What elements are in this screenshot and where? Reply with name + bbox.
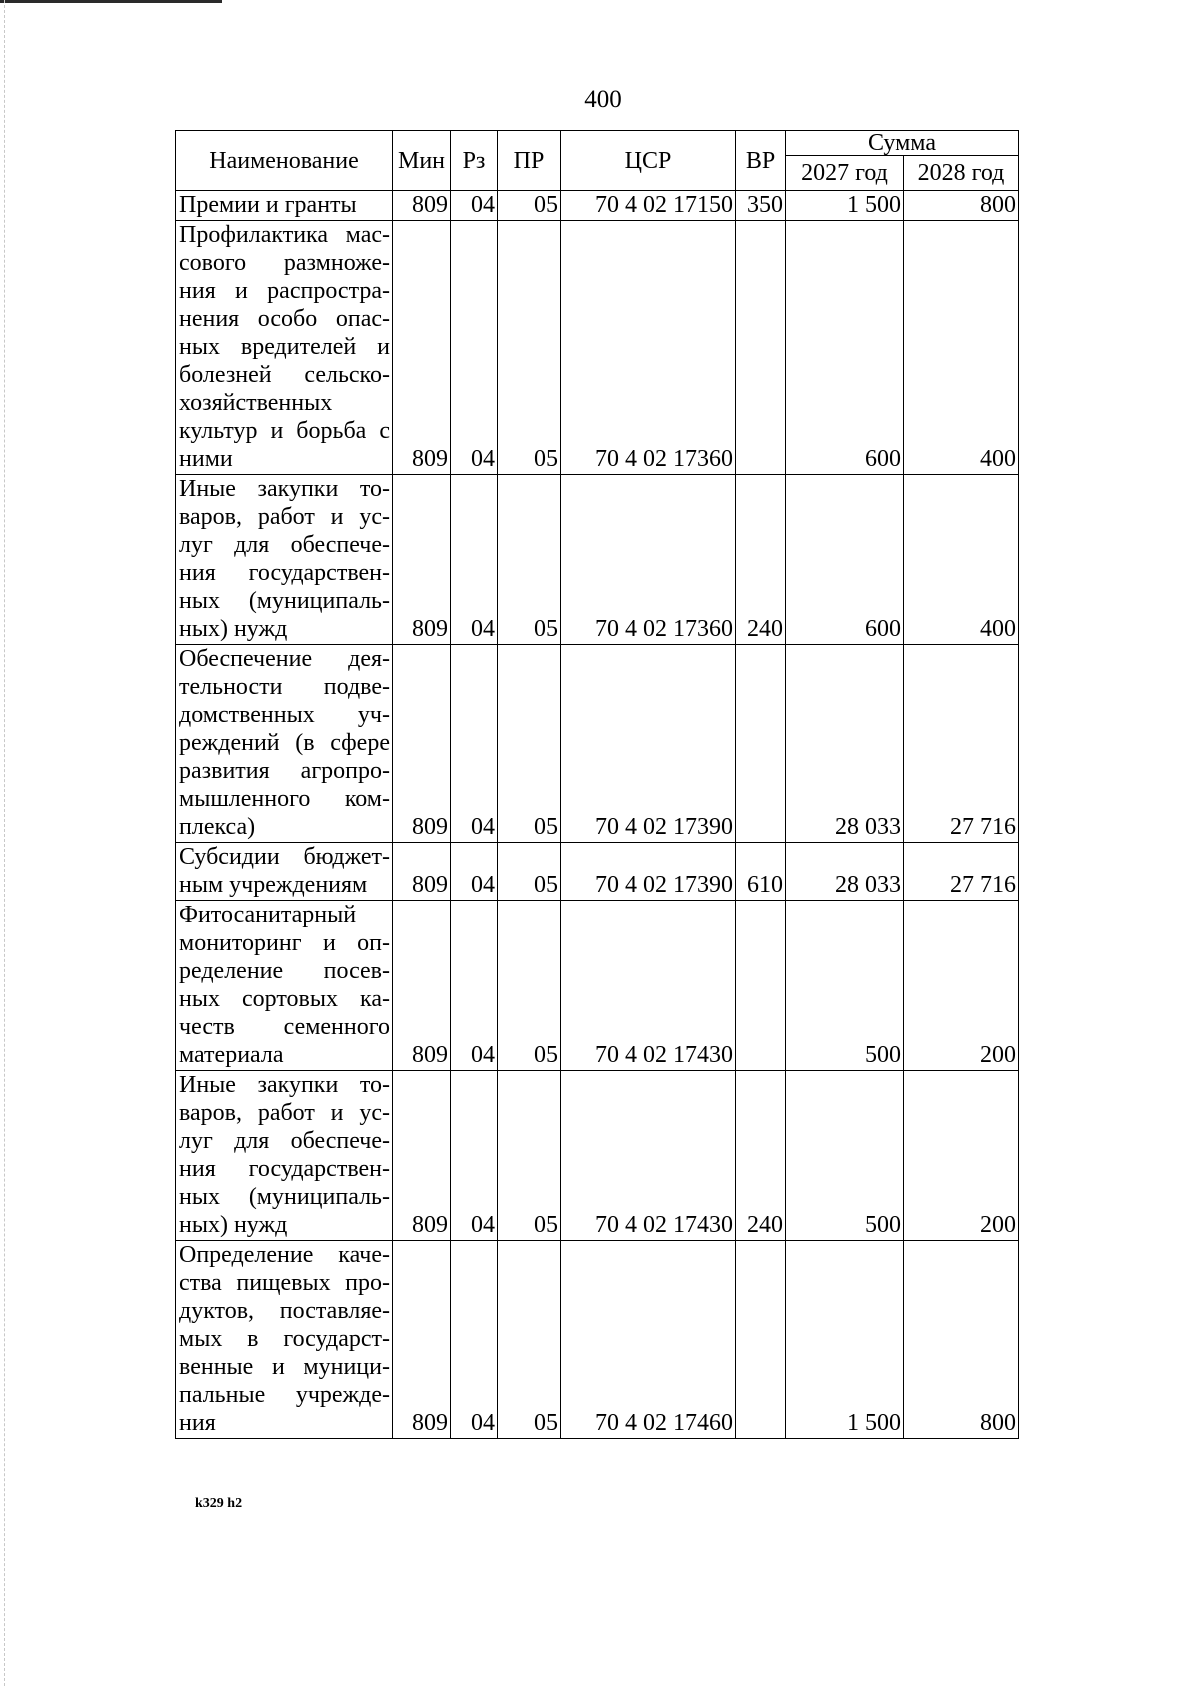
csr-cell: 70 4 02 17460: [561, 1241, 736, 1439]
name-line: реждений (в сфере: [179, 730, 390, 756]
name-cell: [176, 191, 393, 221]
rz-cell: 04: [451, 645, 498, 843]
vr-cell: 240: [736, 1071, 786, 1241]
header-pr: ПР: [498, 131, 561, 191]
name-line: варов, работ и ус-: [179, 1100, 390, 1126]
name-line: Обеспечение дея-: [179, 646, 390, 672]
csr-cell: 70 4 02 17360: [561, 475, 736, 645]
table-body: [176, 191, 1019, 1439]
name-line: Профилактика мас-: [179, 222, 390, 248]
name-line: сового размноже-: [179, 250, 390, 276]
name-cell: [176, 1241, 393, 1439]
pr-cell: 05: [498, 1241, 561, 1439]
min-cell: 809: [393, 1241, 451, 1439]
name-cell: [176, 901, 393, 1071]
vr-cell: 350: [736, 191, 786, 221]
name-line: хозяйственных: [179, 390, 333, 416]
name-line: плекса): [179, 814, 256, 840]
name-line: болезней сельско-: [179, 362, 390, 388]
name-line: мых в государст-: [179, 1326, 390, 1352]
y2028-cell: 400: [904, 475, 1019, 645]
min-cell: 809: [393, 221, 451, 475]
name-line: домственных уч-: [179, 702, 390, 728]
name-line: ных (муниципаль-: [179, 1184, 390, 1210]
header-year-2027: 2027 год: [786, 156, 904, 191]
name-line: ределение посев-: [179, 958, 390, 984]
rz-cell: 04: [451, 1241, 498, 1439]
header-csr: ЦСР: [561, 131, 736, 191]
name-line: Премии и гранты: [179, 192, 357, 218]
name-line: тельности подве-: [179, 674, 390, 700]
name-line: дуктов, поставляе-: [179, 1298, 390, 1324]
name-line: ных сортовых ка-: [179, 986, 390, 1012]
table-row: [176, 475, 1019, 645]
vr-cell: 240: [736, 475, 786, 645]
table-header: [176, 131, 1019, 191]
table-row: [176, 645, 1019, 843]
name-line: венные и муници-: [179, 1354, 390, 1380]
y2027-cell: 1 500: [786, 1241, 904, 1439]
rz-cell: 04: [451, 1071, 498, 1241]
name-line: материала: [179, 1042, 284, 1068]
y2028-cell: 200: [904, 901, 1019, 1071]
name-line: ных) нужд: [179, 1212, 288, 1238]
header-min: Мин: [393, 131, 451, 191]
csr-cell: 70 4 02 17390: [561, 645, 736, 843]
table-row: [176, 1071, 1019, 1241]
name-line: луг для обеспече-: [179, 1128, 390, 1154]
rz-cell: 04: [451, 843, 498, 901]
name-line: Иные закупки то-: [179, 1072, 390, 1098]
min-cell: 809: [393, 901, 451, 1071]
name-line: ных (муниципаль-: [179, 588, 390, 614]
name-line: ства пищевых про-: [179, 1270, 390, 1296]
min-cell: 809: [393, 475, 451, 645]
name-line: Иные закупки то-: [179, 476, 390, 502]
rz-cell: 04: [451, 475, 498, 645]
y2028-cell: 800: [904, 191, 1019, 221]
pr-cell: 05: [498, 221, 561, 475]
name-line: мышленного ком-: [179, 786, 390, 812]
header-sum: Сумма: [786, 131, 1019, 156]
name-line: мониторинг и оп-: [179, 930, 390, 956]
csr-cell: 70 4 02 17430: [561, 901, 736, 1071]
y2028-cell: 27 716: [904, 843, 1019, 901]
y2027-cell: 600: [786, 475, 904, 645]
scan-left-edge-line: [4, 0, 5, 1686]
name-line: ния государствен-: [179, 560, 390, 586]
y2027-cell: 28 033: [786, 843, 904, 901]
header-rz: Рз: [451, 131, 498, 191]
vr-cell: [736, 1241, 786, 1439]
table-row: [176, 901, 1019, 1071]
scan-top-edge-line: [0, 0, 222, 3]
name-line: луг для обеспече-: [179, 532, 390, 558]
table-row: [176, 221, 1019, 475]
min-cell: 809: [393, 645, 451, 843]
name-line: нения особо опас-: [179, 306, 390, 332]
name-line: Определение каче-: [179, 1242, 390, 1268]
pr-cell: 05: [498, 645, 561, 843]
footer-code: k329 h2: [195, 1496, 243, 1511]
min-cell: 809: [393, 191, 451, 221]
name-line: Субсидии бюджет-: [179, 844, 390, 870]
y2028-cell: 200: [904, 1071, 1019, 1241]
name-line: ния государствен-: [179, 1156, 390, 1182]
name-cell: [176, 1071, 393, 1241]
vr-cell: [736, 221, 786, 475]
table-row: [176, 843, 1019, 901]
rz-cell: 04: [451, 191, 498, 221]
y2027-cell: 28 033: [786, 645, 904, 843]
name-line: честв семенного: [179, 1014, 390, 1040]
name-line: ных вредителей и: [179, 334, 390, 360]
pr-cell: 05: [498, 843, 561, 901]
table-row: [176, 1241, 1019, 1439]
name-line: ния и распростра-: [179, 278, 390, 304]
name-line: культур и борьба с: [179, 418, 390, 444]
csr-cell: 70 4 02 17430: [561, 1071, 736, 1241]
pr-cell: 05: [498, 475, 561, 645]
name-line: Фитосанитарный: [179, 902, 357, 928]
min-cell: 809: [393, 1071, 451, 1241]
y2027-cell: 1 500: [786, 191, 904, 221]
header-row: [176, 131, 1019, 156]
rz-cell: 04: [451, 221, 498, 475]
name-cell: [176, 475, 393, 645]
header-year-2028: 2028 год: [904, 156, 1019, 191]
name-line: ных) нужд: [179, 616, 288, 642]
y2027-cell: 500: [786, 1071, 904, 1241]
name-cell: [176, 221, 393, 475]
rz-cell: 04: [451, 901, 498, 1071]
header-name: Наименование: [176, 131, 393, 191]
name-line: ними: [179, 446, 233, 472]
y2027-cell: 500: [786, 901, 904, 1071]
vr-cell: [736, 645, 786, 843]
y2028-cell: 800: [904, 1241, 1019, 1439]
vr-cell: 610: [736, 843, 786, 901]
pr-cell: 05: [498, 1071, 561, 1241]
name-line: варов, работ и ус-: [179, 504, 390, 530]
name-line: пальные учрежде-: [179, 1382, 390, 1408]
csr-cell: 70 4 02 17150: [561, 191, 736, 221]
y2027-cell: 600: [786, 221, 904, 475]
y2028-cell: 400: [904, 221, 1019, 475]
header-vr: ВР: [736, 131, 786, 191]
y2028-cell: 27 716: [904, 645, 1019, 843]
min-cell: 809: [393, 843, 451, 901]
csr-cell: 70 4 02 17360: [561, 221, 736, 475]
table-row: [176, 191, 1019, 221]
pr-cell: 05: [498, 901, 561, 1071]
name-line: ным учреждениям: [179, 872, 368, 898]
vr-cell: [736, 901, 786, 1071]
page-number: 400: [584, 86, 622, 113]
csr-cell: 70 4 02 17390: [561, 843, 736, 901]
name-cell: [176, 645, 393, 843]
budget-table: [175, 130, 1019, 1439]
name-line: ния: [179, 1410, 216, 1436]
pr-cell: 05: [498, 191, 561, 221]
name-line: развития агропро-: [179, 758, 390, 784]
name-cell: [176, 843, 393, 901]
